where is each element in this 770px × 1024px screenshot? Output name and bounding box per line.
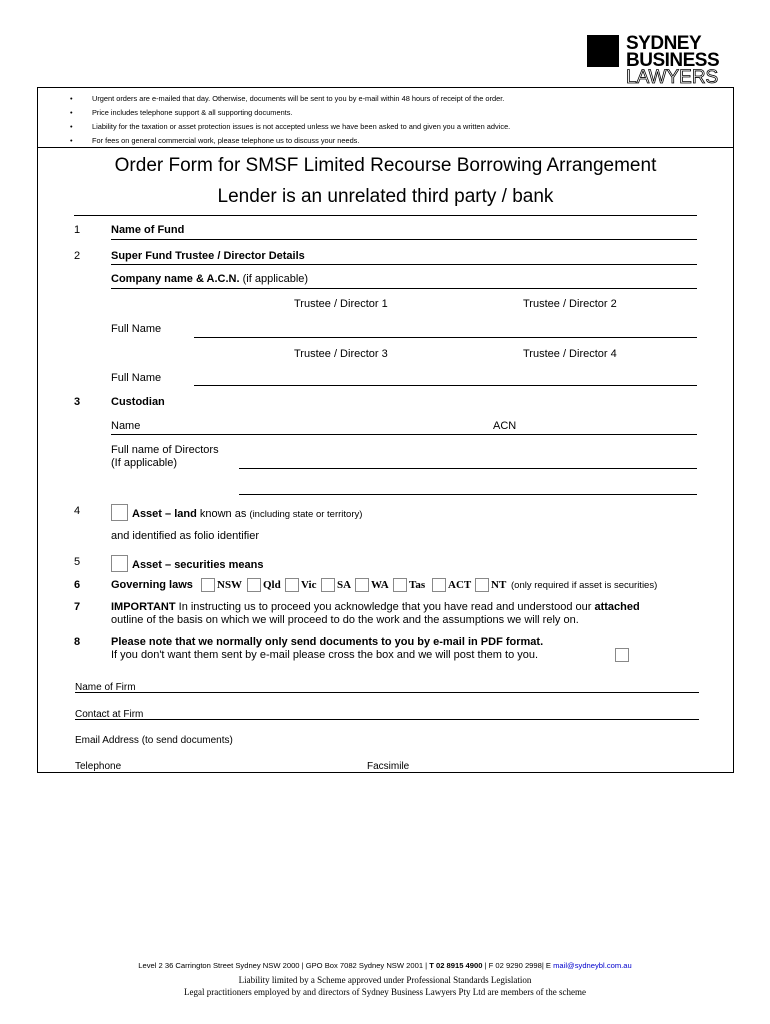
email-notice: Please note that we normally only send documents to you by e-mail in PDF format. (111, 636, 544, 648)
footer-liability: Liability limited by a Scheme approved under Professional Standards Legislation (238, 975, 532, 985)
custodian-label: Custodian (111, 396, 165, 408)
full-name-field-2[interactable] (194, 385, 697, 386)
state-checkbox-wa[interactable] (355, 578, 369, 592)
state-checkbox-act[interactable] (432, 578, 446, 592)
footer-email-link[interactable]: mail@sydneybl.com.au (553, 961, 632, 970)
directors-label: Full name of Directors (111, 444, 219, 456)
section-number: 4 (74, 505, 81, 517)
custodian-name-field[interactable] (111, 434, 697, 435)
logo-text-business: BUSINESS (626, 50, 720, 71)
fund-name-field[interactable] (111, 239, 697, 240)
trustee-director-2-label: Trustee / Director 2 (523, 298, 617, 310)
facsimile-label: Facsimile (367, 761, 410, 772)
asset-securities-label: Asset – securities means (132, 559, 264, 571)
post-documents-checkbox[interactable] (615, 648, 629, 662)
section-number: 7 (74, 601, 81, 613)
company-name-field[interactable] (111, 288, 697, 289)
folio-label: and identified as folio identifier (111, 530, 259, 542)
state-label-wa: WA (371, 579, 389, 591)
directors-note: (If applicable) (111, 457, 178, 469)
section-number: 3 (74, 396, 81, 408)
state-checkbox-qld[interactable] (247, 578, 261, 592)
state-checkbox-nsw[interactable] (201, 578, 215, 592)
state-checkbox-vic[interactable] (285, 578, 299, 592)
telephone-label: Telephone (75, 761, 122, 772)
email-address-label: Email Address (to send documents) (75, 735, 233, 746)
governing-laws-label: Governing laws (111, 579, 193, 591)
section-number: 1 (74, 224, 81, 236)
asset-land-checkbox[interactable] (111, 504, 128, 521)
state-label-sa: SA (337, 579, 352, 591)
trustee-director-4-label: Trustee / Director 4 (523, 348, 617, 360)
section-number: 2 (74, 250, 81, 262)
trustee-details-rule (111, 264, 697, 265)
state-label-act: ACT (448, 579, 472, 591)
directors-field-1[interactable] (239, 468, 697, 469)
logo-text-lawyers: LAWYERS (626, 67, 719, 88)
trustee-director-3-label: Trustee / Director 3 (294, 348, 388, 360)
name-of-firm-label: Name of Firm (75, 682, 136, 693)
logo-mark (587, 35, 619, 67)
full-name-label: Full Name (111, 323, 162, 335)
section-number: 8 (74, 636, 81, 648)
state-label-vic: Vic (301, 579, 317, 591)
custodian-acn-label: ACN (493, 420, 517, 432)
section-number: 6 (74, 579, 81, 591)
important-notice-line2: outline of the basis on which we will proceed to do the work and the assumptions we will rely on. (111, 614, 579, 626)
asset-securities-checkbox[interactable] (111, 555, 128, 572)
directors-field-2[interactable] (239, 494, 697, 495)
important-notice: IMPORTANT In instructing us to proceed you acknowledge that you have read and understood our attached (111, 601, 640, 613)
contact-at-firm-label: Contact at Firm (75, 709, 144, 720)
state-checkbox-sa[interactable] (321, 578, 335, 592)
form-title: Order Form for SMSF Limited Recourse Borrowing Arrangement (114, 155, 657, 176)
contact-at-firm-field[interactable] (75, 719, 699, 720)
email-notice-line2: If you don't want them sent by e-mail please cross the box and we will post them to you. (111, 649, 539, 661)
trustee-details-label: Super Fund Trustee / Director Details (111, 250, 305, 262)
form-subtitle: Lender is an unrelated third party / bank (217, 186, 554, 207)
state-checkbox-tas[interactable] (393, 578, 407, 592)
state-checkbox-nt[interactable] (475, 578, 489, 592)
name-of-firm-field[interactable] (75, 692, 699, 693)
company-name-label: Company name & A.C.N. (if applicable) (111, 273, 309, 285)
trustee-director-1-label: Trustee / Director 1 (294, 298, 388, 310)
governing-laws-note: (only required if asset is securities) (511, 580, 658, 591)
asset-land-label: Asset – land known as (including state or territory) (132, 508, 363, 520)
logo-text-sydney: SYDNEY (626, 33, 702, 54)
title-rule (74, 215, 697, 216)
fund-name-label: Name of Fund (111, 224, 185, 236)
custodian-name-label: Name (111, 420, 141, 432)
state-label-tas: Tas (409, 579, 426, 591)
section-number: 5 (74, 556, 81, 568)
state-label-nsw: NSW (217, 579, 243, 591)
footer-scheme: Legal practitioners employed by and directors of Sydney Business Lawyers Pty Ltd are members of the scheme (184, 987, 586, 997)
full-name-label: Full Name (111, 372, 162, 384)
state-label-nt: NT (491, 579, 507, 591)
state-label-qld: Qld (263, 579, 281, 591)
footer-address: Level 2 36 Carrington Street Sydney NSW 2000 | GPO Box 7082 Sydney NSW 2001 | T 02 8915 4900 | F 02 9290 2998| E mail@sydneybl.com.au (138, 961, 632, 970)
full-name-field-1[interactable] (194, 337, 697, 338)
